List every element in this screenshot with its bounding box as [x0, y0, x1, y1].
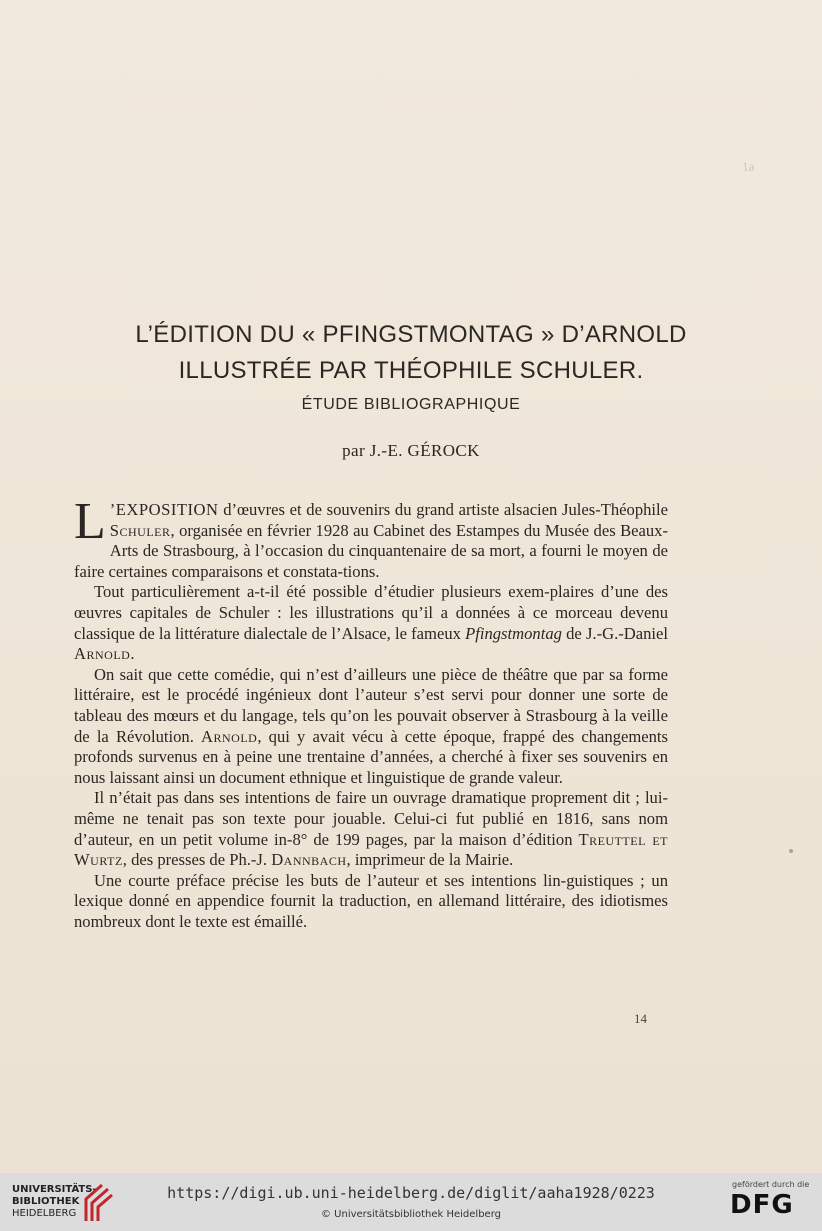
author-prefix: par [342, 441, 366, 460]
paragraph-3-text-b: , qui y avait vécu à cette époque, frappé des changements profonds survenus en à peine une trentaine d’années, a cherché à fixer ses souvenirs en nous laissant ainsi un document ethnique et linguistique de grande valeur. [74, 726, 668, 787]
paragraph-2-text-a: Tout particulièrement a-t-il été possible d’étudier plusieurs exem-plaires d’une des œuvres capitales de Schuler : les illustrations qu’il a données à ce morceau devenu classique de la littérature dialectale de l’Alsace, le fameux [74, 582, 668, 643]
library-name-line-1: UNIVERSITÄTS- [12, 1184, 97, 1195]
paragraph-5-text: Une courte préface précise les buts de l’auteur et ses intentions lin-guistiques ; un lexique donné en appendice fournit la traduction, en allemand littéraire, des idiotismes nombreux dont le texte est émaillé. [74, 870, 668, 931]
page-number: 14 [634, 1011, 647, 1026]
paragraph-4-text-a: Il n’était pas dans ses intentions de faire un ouvrage dramatique proprement dit ; lui-même ne tenait pas son texte pour jouable. Celui-ci fut publié en 1816, sans nom d’auteur, en un petit volume in-8° de 199 pages, par la maison d’édition [74, 788, 668, 849]
title-line-1: L’ÉDITION DU « PFINGSTMONTAG » D’ARNOLD [135, 321, 687, 348]
title-line-2: ILLUSTRÉE PAR THÉOPHILE SCHULER. [178, 357, 644, 384]
scan-smudge [789, 849, 793, 853]
library-name-line-3: HEIDELBERG [12, 1208, 77, 1219]
paragraph-3-text-a: On sait que cette comédie, qui n’est d’ailleurs une pièce de théâtre que par sa forme littéraire, est le procédé ingénieux dont l’auteur s’est servi pour donner une sorte de tableau des mœurs et du langage, tels qu’on les pouvait observer à Strasbourg à la veille de la Révolution. [74, 664, 668, 746]
paragraph-1-text-b: , organisée en février 1928 au Cabinet des Estampes du Musée des Beaux-Arts de Strasbourg, à l’occasion du cinquantenaire de sa mort, a fourni le moyen de faire certaines comparaisons et constata-tions. [74, 520, 668, 581]
viewer-footer [0, 1173, 822, 1231]
paragraph-1 [74, 493, 668, 582]
name-arnold: Arnold [74, 644, 131, 664]
printer-name: Dannbach [271, 850, 347, 870]
margin-note: 1a [741, 158, 755, 175]
dfg-logo[interactable]: DFG [730, 1190, 794, 1220]
funder-note: gefördert durch die [732, 1180, 810, 1189]
subtitle: ÉTUDE BIBLIOGRAPHIQUE [301, 396, 521, 413]
name-arnold-2: Arnold [201, 726, 258, 746]
paragraph-2-text-c: . [130, 644, 135, 664]
author-line [0, 441, 822, 461]
paragraph-2-text-b: de J.-G.-Daniel [561, 623, 668, 643]
paragraph-4 [74, 788, 668, 870]
library-name-line-2: BIBLIOTHEK [12, 1196, 80, 1207]
article-body [74, 493, 668, 932]
lead-word: ’EXPOSITION [109, 500, 219, 519]
copyright-notice: © Universitätsbibliothek Heidelberg [320, 1209, 501, 1220]
author-name: J.-E. GÉROCK [369, 441, 480, 460]
paragraph-5 [74, 871, 668, 933]
paragraph-4-text-b: , des presses de Ph.-J. [122, 850, 272, 870]
name-schuler: Schuler [109, 520, 171, 540]
paragraph-1-text-a: d’œuvres et de souvenirs du grand artiste alsacien Jules-Théophile [218, 500, 668, 519]
paragraph-3 [74, 665, 668, 789]
permalink-url[interactable]: https://digi.ub.uni-heidelberg.de/diglit/aaha1928/0223 [167, 1184, 655, 1202]
work-title: Pfingstmontag [465, 623, 562, 643]
paragraph-4-text-c: , imprimeur de la Mairie. [346, 850, 514, 870]
publisher-name: Treuttel et Wurtz [74, 829, 668, 870]
paragraph-2 [74, 582, 668, 664]
drop-cap: L [74, 493, 106, 550]
